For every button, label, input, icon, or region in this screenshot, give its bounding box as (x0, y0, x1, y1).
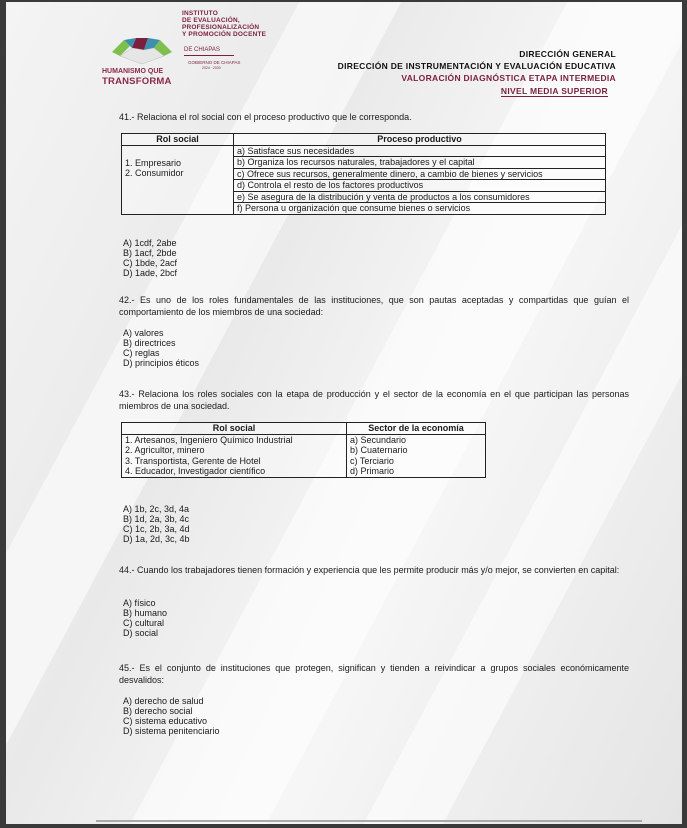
institute-name: INSTITUTO DE EVALUACIÓN, PROFESIONALIZACIÓN Y PROMOCIÓN DOCENTE (182, 10, 267, 38)
question-42: 42.- Es uno de los roles fundamentales de las instituciones, que son pautas aceptadas y compartidas que guían el comportamiento de los miembros de una sociedad: (119, 295, 629, 317)
gobierno-label: GOBIERNO DE CHIAPAS (188, 60, 241, 65)
q44-option-d[interactable]: D) social (123, 628, 159, 638)
q41-options (123, 238, 177, 278)
q43-sector-c: c) Terciario (347, 456, 486, 467)
q45-option-a[interactable]: A) derecho de salud (123, 696, 204, 706)
q41-proceso-c: c) Ofrece sus recursos, generalmente dinero, a cambio de bienes y servicios (234, 168, 606, 180)
q43-option-c[interactable]: C) 1c, 2b, 3a, 4d (123, 524, 190, 534)
q42-option-d[interactable]: D) principios éticos (123, 358, 200, 368)
q44-option-c[interactable]: C) cultural (123, 618, 165, 628)
q43-col-rol: Rol social (122, 423, 347, 435)
q41-option-d[interactable]: D) 1ade, 2bcf (123, 268, 178, 278)
q41-option-b[interactable]: B) 1acf, 2bde (123, 248, 177, 258)
q43-option-a[interactable]: A) 1b, 2c, 3d, 4a (123, 504, 190, 514)
page-bottom-divider (96, 820, 642, 822)
q43-options (123, 504, 190, 544)
gobierno-sub: 2024 · 2030 (202, 66, 221, 70)
divider (184, 55, 234, 56)
q43-sector-d: d) Primario (347, 466, 486, 477)
q43-rol-3: 3. Transportista, Gerente de Hotel (122, 456, 347, 467)
q45-options (123, 696, 220, 736)
q42-options (123, 328, 199, 368)
institute-state: DE CHIAPAS (184, 47, 220, 53)
question-44: 44.- Cuando los trabajadores tienen formación y experiencia que les permite producir más y/o mejor, se convierten en capital: (119, 565, 620, 575)
q44-option-b[interactable]: B) humano (123, 608, 168, 618)
q42-option-c[interactable]: C) reglas (123, 348, 160, 358)
q41-proceso-e: e) Se asegura de la distribución y venta de productos a los consumidores (234, 191, 606, 203)
q45-option-d[interactable]: D) sistema penitenciario (123, 726, 220, 736)
nivel-title: NIVEL MEDIA SUPERIOR (500, 86, 608, 96)
q43-sector-a: a) Secundario (347, 434, 486, 445)
q43-rol-2: 2. Agricultor, minero (122, 445, 347, 456)
document-page (6, 2, 682, 824)
q44-option-a[interactable]: A) físico (123, 598, 156, 608)
q43-rol-4: 4. Educador, Investigador científico (122, 466, 347, 477)
valoracion-title: VALORACIÓN DIAGNÓSTICA ETAPA INTERMEDIA (401, 73, 616, 83)
q41-proceso-a: a) Satisface sus necesidades (234, 145, 606, 157)
q41-proceso-d: d) Controla el resto de los factores productivos (234, 180, 606, 192)
q43-sector-b: b) Cuaternario (347, 445, 486, 456)
q45-option-b[interactable]: B) derecho social (123, 706, 193, 716)
question-45: 45.- Es el conjunto de instituciones que protegen, significan y tienden a reivindicar a grupos sociales económicamente desvalidos: (119, 663, 629, 685)
q43-table (121, 422, 486, 478)
humanismo-logo-icon (110, 34, 174, 68)
dir-instrumentacion: DIRECCIÓN DE INSTRUMENTACIÓN Y EVALUACIÓN EDUCATIVA (337, 61, 616, 71)
q45-option-c[interactable]: C) sistema educativo (123, 716, 208, 726)
q41-col-proceso: Proceso productivo (234, 134, 606, 146)
question-41: 41.- Relaciona el rol social con el proceso productivo que le corresponda. (119, 112, 412, 122)
q42-option-a[interactable]: A) valores (123, 328, 164, 338)
q41-proceso-b: b) Organiza los recursos naturales, trabajadores y el capital (234, 157, 606, 169)
logo-tagline: HUMANISMO QUE (102, 68, 164, 75)
q43-option-d[interactable]: D) 1a, 2d, 3c, 4b (123, 534, 190, 544)
q43-col-sector: Sector de la economía (347, 423, 486, 435)
q42-option-b[interactable]: B) directrices (123, 338, 176, 348)
q41-roles-cell: 1. Empresario 2. Consumidor (122, 145, 234, 214)
q41-option-c[interactable]: C) 1bde, 2acf (123, 258, 178, 268)
q43-option-b[interactable]: B) 1d, 2a, 3b, 4c (123, 514, 190, 524)
q43-rol-1: 1. Artesanos, Ingeniero Químico Industrial (122, 434, 347, 445)
q41-option-a[interactable]: A) 1cdf, 2abe (123, 238, 177, 248)
q41-col-rol: Rol social (122, 134, 234, 146)
dir-general: DIRECCIÓN GENERAL (519, 49, 616, 59)
q41-proceso-f: f) Persona u organización que consume bienes o servicios (234, 203, 606, 215)
q41-table (121, 133, 606, 215)
q44-options (123, 598, 167, 638)
logo-title: TRANSFORMA (102, 76, 172, 87)
document-header (6, 2, 682, 102)
question-43: 43.- Relaciona los roles sociales con la etapa de producción y el sector de la economía en el que participan las personas miembros de una sociedad. (119, 389, 629, 411)
